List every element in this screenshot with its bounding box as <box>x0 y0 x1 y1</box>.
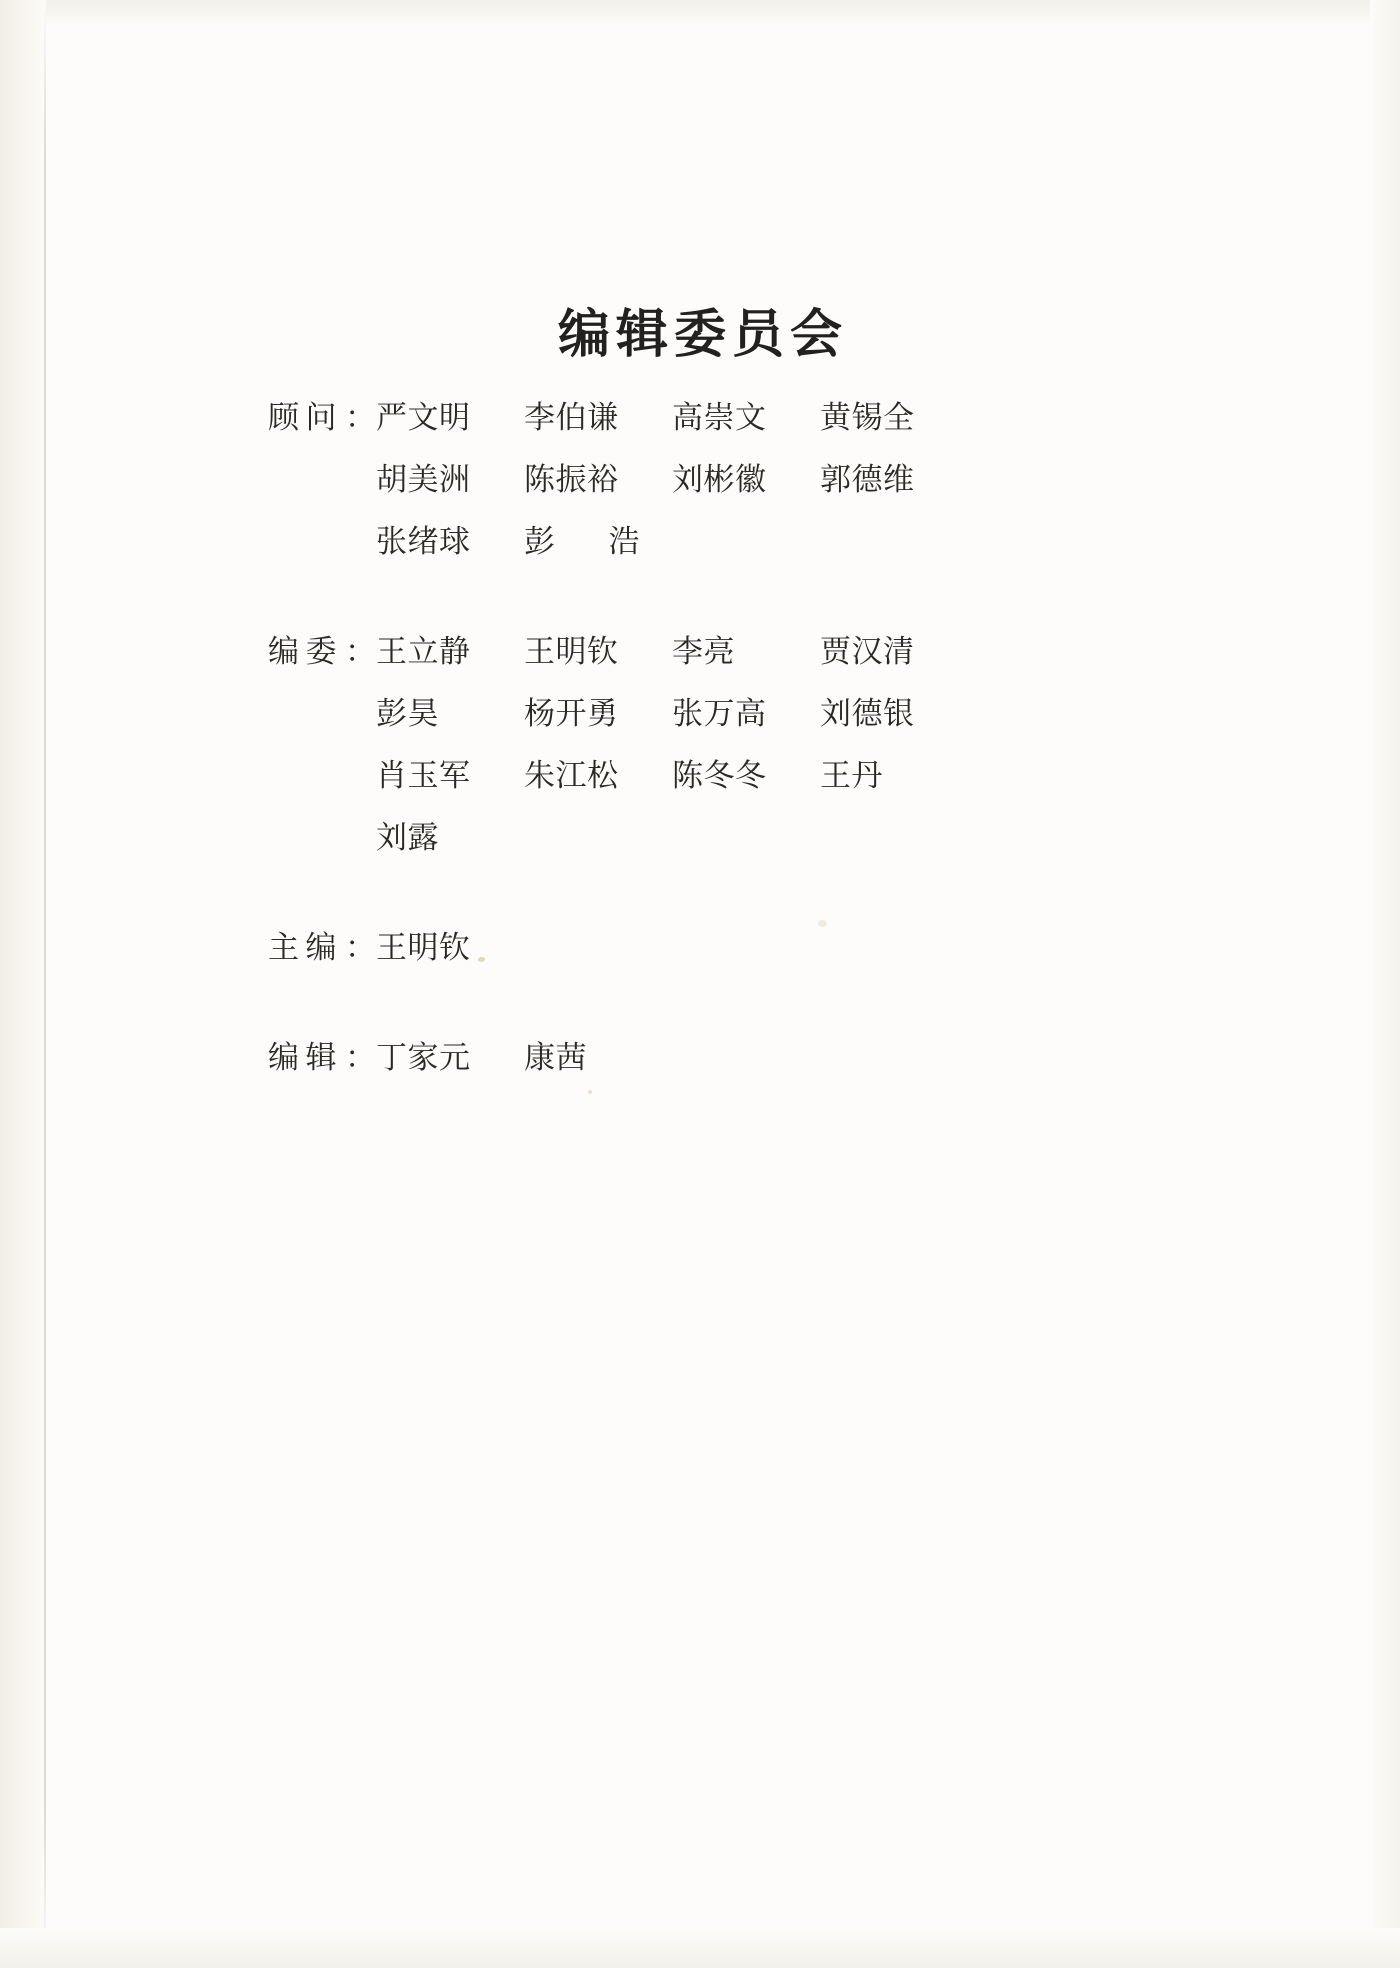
name-group <box>376 626 936 671</box>
name-group <box>376 922 492 967</box>
name-group <box>376 812 492 857</box>
person-name: 王丹 <box>820 758 883 794</box>
person-name: 黄锡全 <box>820 400 915 436</box>
roster-label-editor-in-chief <box>268 922 376 967</box>
roster-row <box>268 688 1168 750</box>
roster-row <box>268 392 1168 454</box>
label-char: 编 <box>268 634 299 670</box>
person-name: 李伯谦 <box>524 400 619 436</box>
scan-speck <box>818 920 827 927</box>
name-group <box>376 688 936 733</box>
roster-row <box>268 750 1168 812</box>
person-name: 王明钦 <box>376 930 471 966</box>
name-group <box>376 516 640 561</box>
person-name: 肖玉军 <box>376 758 471 794</box>
label-colon: ： <box>345 634 376 670</box>
roster-label-editorial-board <box>268 626 376 671</box>
name-group <box>376 454 936 499</box>
label-char: 编 <box>305 930 337 966</box>
person-name: 张绪球 <box>376 524 471 560</box>
person-name: 严文明 <box>376 400 471 436</box>
person-name: 胡美洲 <box>376 462 471 498</box>
person-name: 陈冬冬 <box>672 758 767 794</box>
label-char: 问 <box>305 400 337 436</box>
person-name: 王立静 <box>376 634 471 670</box>
roster-row <box>268 1032 1168 1094</box>
label-char: 主 <box>268 930 299 966</box>
label-colon: ： <box>345 1040 376 1076</box>
roster-section-advisors <box>268 392 1168 578</box>
scan-speck <box>478 957 485 962</box>
roster-label-advisors <box>268 392 376 437</box>
person-name: 刘德银 <box>820 696 915 732</box>
person-name: 刘露 <box>376 820 439 856</box>
roster-section-editors <box>268 1032 1168 1094</box>
editorial-roster <box>268 392 1168 1142</box>
name-group <box>376 750 936 795</box>
roster-row <box>268 516 1168 578</box>
label-char: 辑 <box>305 1040 337 1076</box>
roster-section-editor-in-chief <box>268 922 1168 984</box>
roster-label-editors <box>268 1032 376 1077</box>
person-name: 彭 浩 <box>524 524 640 560</box>
scan-speck <box>588 1090 592 1094</box>
label-colon: ： <box>345 930 376 966</box>
person-name: 刘彬徽 <box>672 462 767 498</box>
person-name: 朱江松 <box>524 758 619 794</box>
roster-row <box>268 812 1168 874</box>
roster-section-editorial-board <box>268 626 1168 874</box>
person-name: 陈振裕 <box>524 462 619 498</box>
person-name: 郭德维 <box>820 462 915 498</box>
person-name: 高崇文 <box>672 400 767 436</box>
person-name: 丁家元 <box>376 1040 471 1076</box>
name-group <box>376 1032 640 1077</box>
label-char: 编 <box>268 1040 299 1076</box>
person-name: 李亮 <box>672 634 735 670</box>
roster-row <box>268 922 1168 984</box>
person-name: 杨开勇 <box>524 696 619 732</box>
page-title: 编辑委员会 <box>557 304 848 365</box>
label-char: 委 <box>305 634 337 670</box>
label-colon: ： <box>345 400 376 436</box>
label-char: 顾 <box>268 400 299 436</box>
name-group <box>376 392 936 437</box>
person-name: 张万高 <box>672 696 767 732</box>
person-name: 康茜 <box>524 1040 587 1076</box>
roster-row <box>268 626 1168 688</box>
roster-row <box>268 454 1168 516</box>
person-name: 贾汉清 <box>820 634 915 670</box>
person-name: 王明钦 <box>524 634 619 670</box>
person-name: 彭昊 <box>376 696 439 732</box>
